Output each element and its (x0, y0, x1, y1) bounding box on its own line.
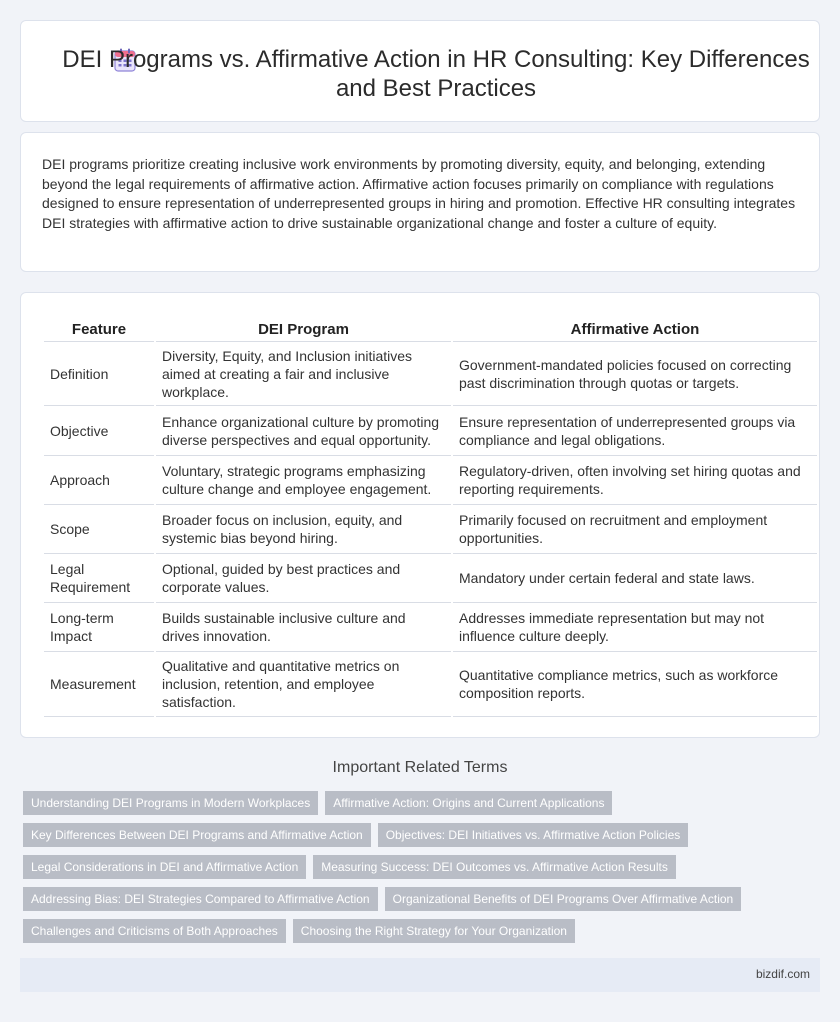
aa-cell: Regulatory-driven, often involving set hiring quotas and reporting requirements. (453, 456, 817, 505)
related-term-tag[interactable]: Objectives: DEI Initiatives vs. Affirmative Action Policies (378, 823, 689, 847)
table-row (44, 456, 817, 505)
aa-cell: Government-mandated policies focused on correcting past discrimination through quotas or targets. (453, 342, 817, 406)
related-term-tag[interactable]: Addressing Bias: DEI Strategies Compared to Affirmative Action (23, 887, 378, 911)
table-row (44, 342, 817, 406)
aa-cell: Addresses immediate representation but may not influence culture deeply. (453, 603, 817, 652)
intro-paragraph: DEI programs prioritize creating inclusive work environments by promoting diversity, equity, and belonging, extending beyond the legal requirements of affirmative action. Affirmative action focuses primarily on compliance with regulations designed to ensure representation of underrepresented groups in hiring and promotion. Effective HR consulting integrates DEI strategies with affirmative action to drive sustainable organizational change and foster a culture of equity. (42, 156, 796, 231)
aa-cell: Primarily focused on recruitment and employment opportunities. (453, 505, 817, 554)
dei-cell: Qualitative and quantitative metrics on inclusion, retention, and employee satisfaction. (156, 652, 451, 717)
aa-cell: Quantitative compliance metrics, such as workforce composition reports. (453, 652, 817, 717)
dei-cell: Voluntary, strategic programs emphasizing culture change and employee engagement. (156, 456, 451, 505)
dei-cell: Broader focus on inclusion, equity, and systemic bias beyond hiring. (156, 505, 451, 554)
related-terms-list (23, 791, 803, 951)
feature-cell: Legal Requirement (44, 554, 154, 603)
aa-cell: Ensure representation of underrepresented groups via compliance and legal obligations. (453, 406, 817, 456)
title-card (20, 20, 820, 122)
dei-cell: Optional, guided by best practices and corporate values. (156, 554, 451, 603)
related-term-tag[interactable]: Affirmative Action: Origins and Current Applications (325, 791, 612, 815)
dei-cell: Diversity, Equity, and Inclusion initiatives aimed at creating a fair and inclusive workplace. (156, 342, 451, 406)
header-dei: DEI Program (156, 315, 451, 342)
dei-cell: Enhance organizational culture by promoting diverse perspectives and equal opportunity. (156, 406, 451, 456)
comparison-card (20, 292, 820, 738)
feature-cell: Measurement (44, 652, 154, 717)
intro-card (20, 132, 820, 272)
feature-cell: Approach (44, 456, 154, 505)
related-terms-heading: Important Related Terms (332, 759, 508, 776)
related-term-tag[interactable]: Measuring Success: DEI Outcomes vs. Affirmative Action Results (313, 855, 676, 879)
feature-cell: Definition (44, 342, 154, 406)
table-row (44, 505, 817, 554)
feature-cell: Long-term Impact (44, 603, 154, 652)
table-row (44, 652, 817, 717)
header-affirmative-action: Affirmative Action (453, 315, 817, 342)
header-feature: Feature (44, 315, 154, 342)
feature-cell: Objective (44, 406, 154, 456)
comparison-table (42, 315, 819, 717)
table-row (44, 603, 817, 652)
footer-bar (20, 958, 820, 992)
aa-cell: Mandatory under certain federal and state laws. (453, 554, 817, 603)
related-term-tag[interactable]: Organizational Benefits of DEI Programs Over Affirmative Action (385, 887, 742, 911)
table-row (44, 406, 817, 456)
table-header-row (44, 315, 817, 342)
related-term-tag[interactable]: Key Differences Between DEI Programs and Affirmative Action (23, 823, 371, 847)
related-term-tag[interactable]: Choosing the Right Strategy for Your Organization (293, 919, 575, 943)
related-term-tag[interactable]: Understanding DEI Programs in Modern Workplaces (23, 791, 318, 815)
related-term-tag[interactable]: Challenges and Criticisms of Both Approaches (23, 919, 286, 943)
feature-cell: Scope (44, 505, 154, 554)
footer-site-link[interactable]: bizdif.com (755, 967, 810, 981)
page-title: DEI Programs vs. Affirmative Action in HR Consulting: Key Differences and Best Practices (62, 46, 810, 102)
related-term-tag[interactable]: Legal Considerations in DEI and Affirmative Action (23, 855, 306, 879)
dei-cell: Builds sustainable inclusive culture and drives innovation. (156, 603, 451, 652)
table-row (44, 554, 817, 603)
